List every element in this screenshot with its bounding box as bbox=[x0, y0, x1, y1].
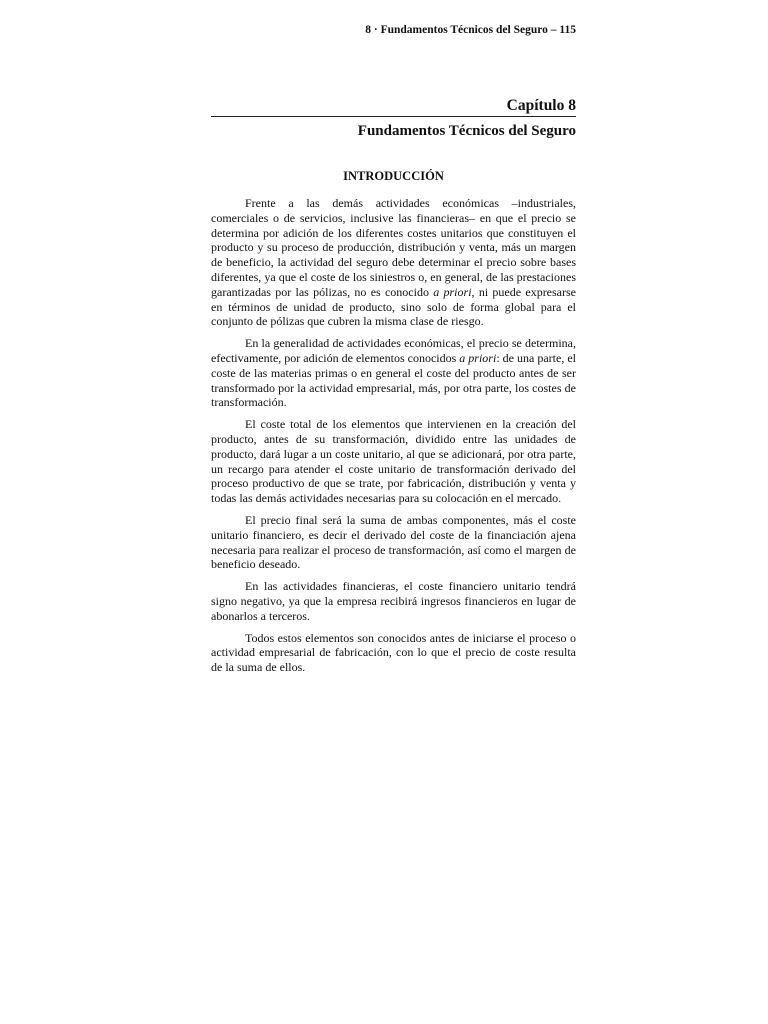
paragraph-text: : de una parte, el coste de las materias primas o en general el coste del producto antes de ser transformado por la actividad empresarial, más, por otra parte, los costes de transformación. bbox=[211, 350, 576, 410]
paragraph-text: En la generalidad de actividades económicas, el precio se determina, efectivamente, por adición de elementos conocidos bbox=[211, 336, 576, 365]
paragraph-text: Frente a las demás actividades económicas –industriales, comerciales o de servicios, inclusive las financieras– en que el precio se determina por adición de los diferentes costes unitarios que constituyen el producto y su proceso de producción, distribución y venta, más un margen de beneficio, la actividad del seguro debe determinar el precio sobre bases diferentes, ya que el coste de los siniestros o, en general, de las prestaciones garantizadas por las pólizas, no es conocido bbox=[211, 196, 576, 299]
body-text bbox=[211, 196, 576, 682]
running-header: 8 · Fundamentos Técnicos del Seguro – 115 bbox=[365, 24, 576, 36]
section-heading: INTRODUCCIÓN bbox=[343, 169, 444, 183]
italic-term: a priori bbox=[433, 284, 472, 299]
paragraph-text: , ni puede expresarse en términos de unidad de producto, sino solo de forma global para el conjunto de pólizas que cubren la misma clase de riesgo. bbox=[211, 284, 576, 329]
chapter-label: Capítulo 8 bbox=[506, 97, 576, 114]
chapter-title: Fundamentos Técnicos del Seguro bbox=[357, 123, 576, 139]
italic-term: a priori bbox=[459, 350, 497, 365]
paragraph: El coste total de los elementos que intervienen en la creación del producto, antes de su transformación, dividido entre las unidades de producto, dará lugar a un coste unitario, al que se adicionará, por otra parte, un recargo para atender el coste unitario de transformación derivado del proceso productivo de que se trate, por fabricación, distribución y venta y todas las demás actividades necesarias para su colocación en el mercado. bbox=[211, 417, 576, 506]
chapter-divider bbox=[211, 116, 576, 117]
paragraph bbox=[211, 196, 576, 329]
paragraph bbox=[211, 336, 576, 410]
paragraph: El precio final será la suma de ambas componentes, más el coste unitario financiero, es decir el derivado del coste de la financiación ajena necesaria para realizar el proceso de transformación, así como el margen de beneficio deseado. bbox=[211, 512, 576, 572]
paragraph: Todos estos elementos son conocidos antes de iniciarse el proceso o actividad empresarial de fabricación, con lo que el precio de coste resulta de la suma de ellos. bbox=[211, 630, 576, 675]
paragraph: En las actividades financieras, el coste financiero unitario tendrá signo negativo, ya que la empresa recibirá ingresos financieros en lugar de abonarlos a terceros. bbox=[211, 579, 576, 623]
